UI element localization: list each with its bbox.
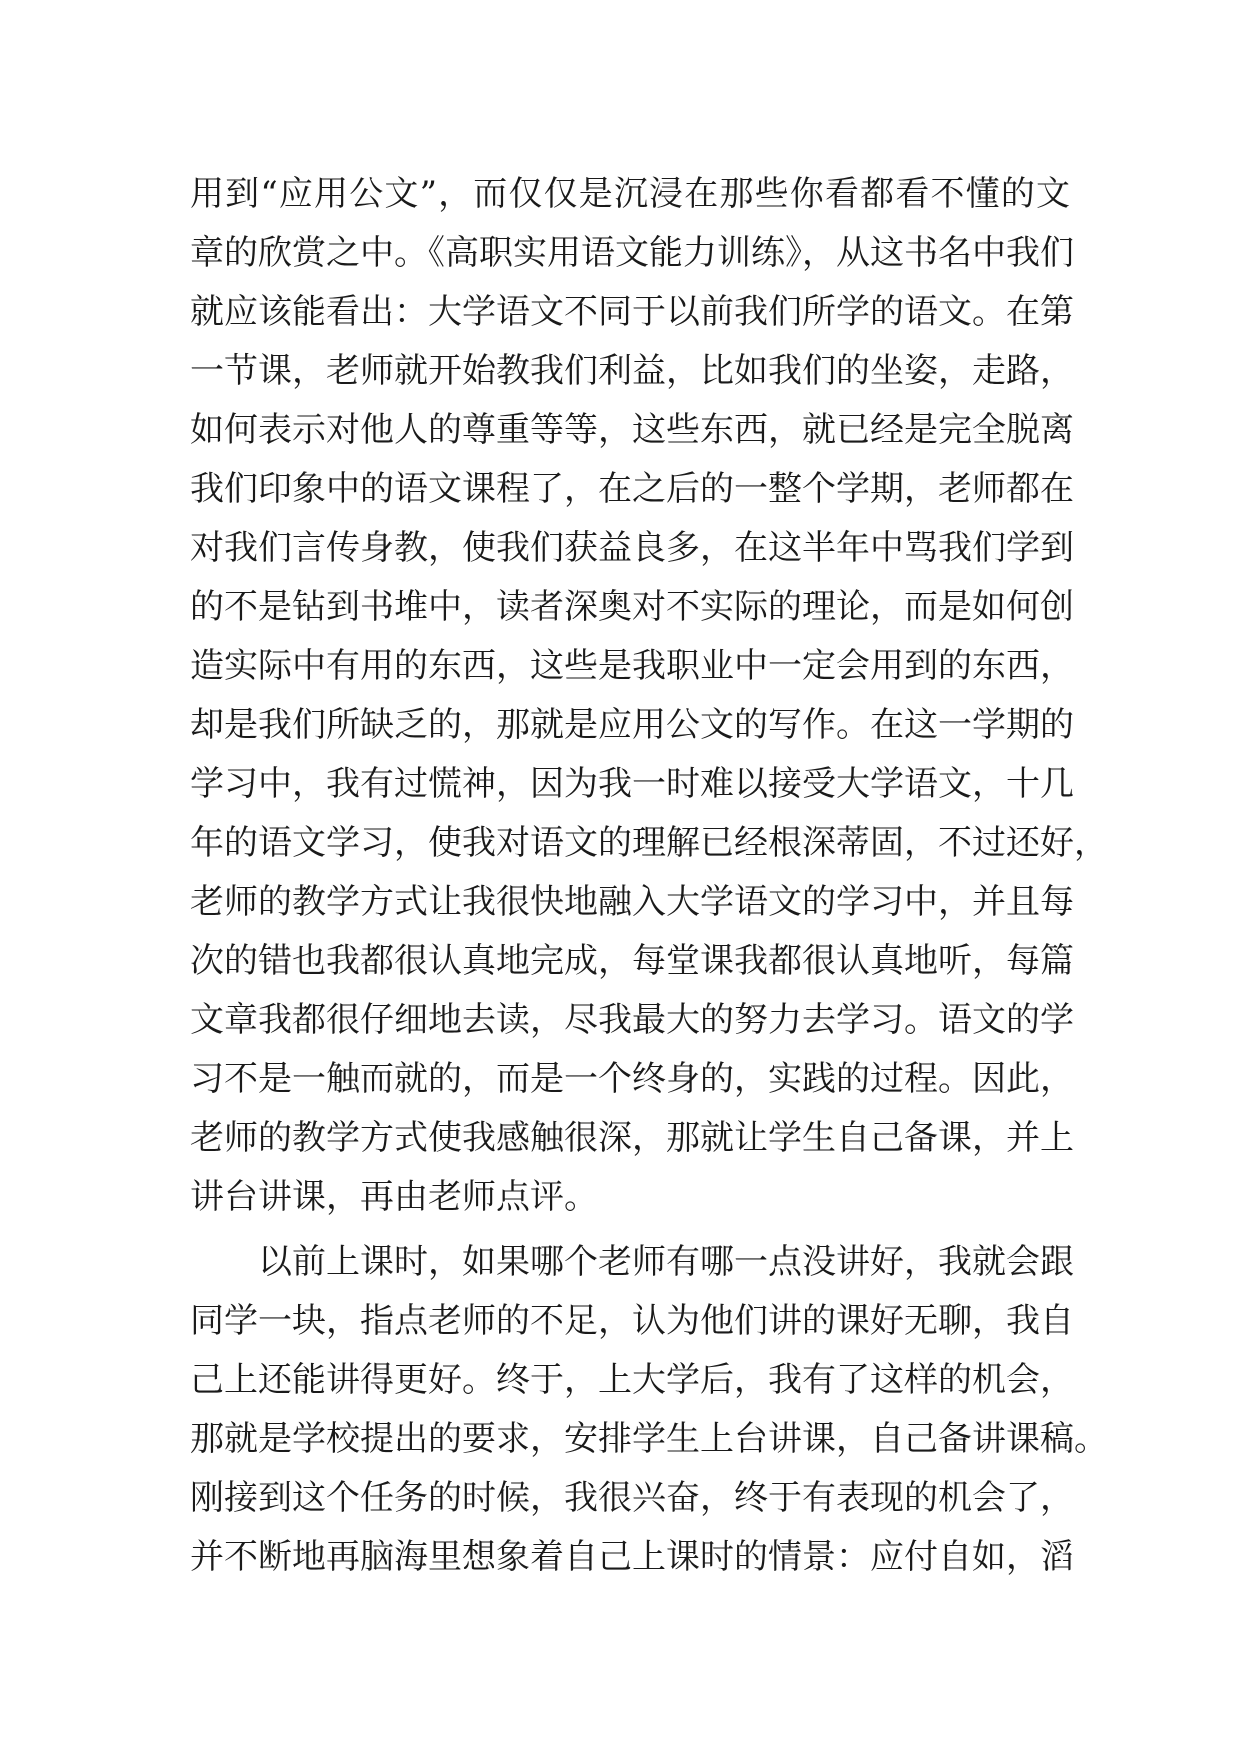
text-line: 老师的教学方式使我感触很深，那就让学生自己备课，并上 bbox=[190, 1118, 1074, 1158]
text-line: 造实际中有用的东西，这些是我职业中一定会用到的东西， bbox=[190, 646, 1074, 686]
text-line: 的不是钻到书堆中，读者深奥对不实际的理论，而是如何创 bbox=[190, 587, 1074, 627]
paragraph-2 bbox=[190, 1233, 1108, 1587]
paragraph-1 bbox=[190, 165, 1108, 1227]
text-line: 如何表示对他人的尊重等等，这些东西，就已经是完全脱离 bbox=[190, 410, 1074, 450]
text-line: 文章我都很仔细地去读，尽我最大的努力去学习。语文的学 bbox=[190, 1000, 1074, 1040]
text-line: 章的欣赏之中。《高职实用语文能力训练》，从这书名中我们 bbox=[190, 233, 1074, 273]
text-line: 就应该能看出：大学语文不同于以前我们所学的语文。在第 bbox=[190, 292, 1074, 332]
text-line: 刚接到这个任务的时候，我很兴奋，终于有表现的机会了， bbox=[190, 1478, 1074, 1518]
text-line: 学习中，我有过慌神，因为我一时难以接受大学语文，十几 bbox=[190, 764, 1074, 804]
text-line: 讲台讲课，再由老师点评。 bbox=[190, 1177, 598, 1217]
text-line: 一节课，老师就开始教我们利益，比如我们的坐姿，走路， bbox=[190, 351, 1074, 391]
text-line: 同学一块，指点老师的不足，认为他们讲的课好无聊，我自 bbox=[190, 1301, 1074, 1341]
text-line: 习不是一触而就的，而是一个终身的，实践的过程。因此， bbox=[190, 1059, 1074, 1099]
text-line: 老师的教学方式让我很快地融入大学语文的学习中，并且每 bbox=[190, 882, 1074, 922]
text-line: 并不断地再脑海里想象着自己上课时的情景：应付自如，滔 bbox=[190, 1537, 1074, 1577]
text-line: 却是我们所缺乏的，那就是应用公文的写作。在这一学期的 bbox=[190, 705, 1074, 745]
text-line: 以前上课时，如果哪个老师有哪一点没讲好，我就会跟 bbox=[258, 1242, 1074, 1282]
text-line: 己上还能讲得更好。终于，上大学后，我有了这样的机会， bbox=[190, 1360, 1074, 1400]
document-body bbox=[190, 165, 1108, 1587]
text-line: 那就是学校提出的要求，安排学生上台讲课，自己备讲课稿。 bbox=[190, 1419, 1108, 1459]
text-line: 对我们言传身教，使我们获益良多，在这半年中骂我们学到 bbox=[190, 528, 1074, 568]
text-line: 年的语文学习，使我对语文的理解已经根深蒂固，不过还好， bbox=[190, 823, 1108, 863]
text-line: 我们印象中的语文课程了，在之后的一整个学期，老师都在 bbox=[190, 469, 1074, 509]
text-line: 次的错也我都很认真地完成，每堂课我都很认真地听，每篇 bbox=[190, 941, 1074, 981]
text-line: 用到“应用公文”，而仅仅是沉浸在那些你看都看不懂的文 bbox=[190, 174, 1070, 214]
